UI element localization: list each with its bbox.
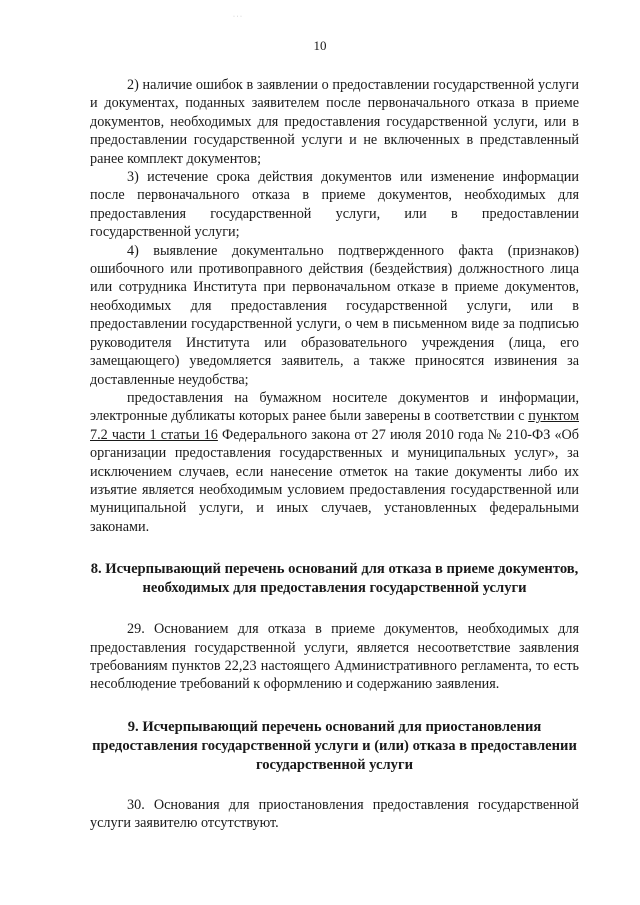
paper-text-start: предоставления на бумажном носителе документов и информации, электронные дубликаты которых ранее были заверены в соответствии с [90, 389, 579, 425]
item-3-paragraph: 3) истечение срока действия документов или изменение информации после первоначального отказа в приеме документов, необходимых для предоставления государственной услуги, или в предоставлении государственной услуги; [90, 169, 579, 241]
section-9-heading: 9. Исчерпывающий перечень оснований для приостановления предоставления государственной услуги и (или) отказа в предоставлении государственной услуги [92, 718, 577, 773]
spacer [90, 598, 579, 620]
scan-mark: · · · [233, 14, 242, 20]
page-content [90, 76, 579, 833]
item-30-paragraph: 30. Основания для приостановления предоставления государственной услуги заявителю отсутствуют. [90, 796, 579, 832]
item-2-paragraph: 2) наличие ошибок в заявлении о предоставлении государственной услуги и документах, поданных заявителем после первоначального отказа в приеме документов, необходимых для предоставления государственной услуги, или в предоставлении государственной услуги и не включенных в представленный ранее комплект документов; [90, 77, 579, 167]
section-8-heading: 8. Исчерпывающий перечень оснований для отказа в приеме документов, необходимых для предоставления государственной услуги [90, 561, 579, 597]
spacer [90, 536, 579, 560]
item-4-paragraph: 4) выявление документально подтвержденного факта (признаков) ошибочного или противоправного действия (бездействия) должностного лица или сотрудника Института при первоначальном отказе в приеме документов, необходимых для предоставления государственной услуги, или в предоставлении государственной услуги, о чем в письменном виде за подписью руководителя Института или образовательного учреждения (лица, его замещающего) уведомляется заявитель, а также приносятся извинения за доставленные неудобства; [90, 242, 579, 388]
spacer [90, 775, 579, 796]
spacer [90, 694, 579, 718]
law-reference-link[interactable]: пунктом 7.2 части 1 статьи 16 [90, 408, 580, 443]
paper-documents-paragraph [90, 389, 579, 536]
paper-text-end: Федерального закона от 27 июля 2010 года № 210-ФЗ «Об организации предоставления государственных и муниципальных услуг», за исключением случаев, если нанесение отметок на такие документы либо их изъятие является необходимым условием предоставления государственной или муниципальной услуги, и иных случаев, установленных федеральными законами. [90, 426, 579, 535]
item-29-paragraph: 29. Основанием для отказа в приеме документов, необходимых для предоставления государственной услуги, является несоответствие заявления требованиям пунктов 22,23 настоящего Административного регламента, то есть несоблюдение требований к оформлению и содержанию заявления. [90, 621, 579, 693]
page-number: 10 [313, 38, 327, 53]
